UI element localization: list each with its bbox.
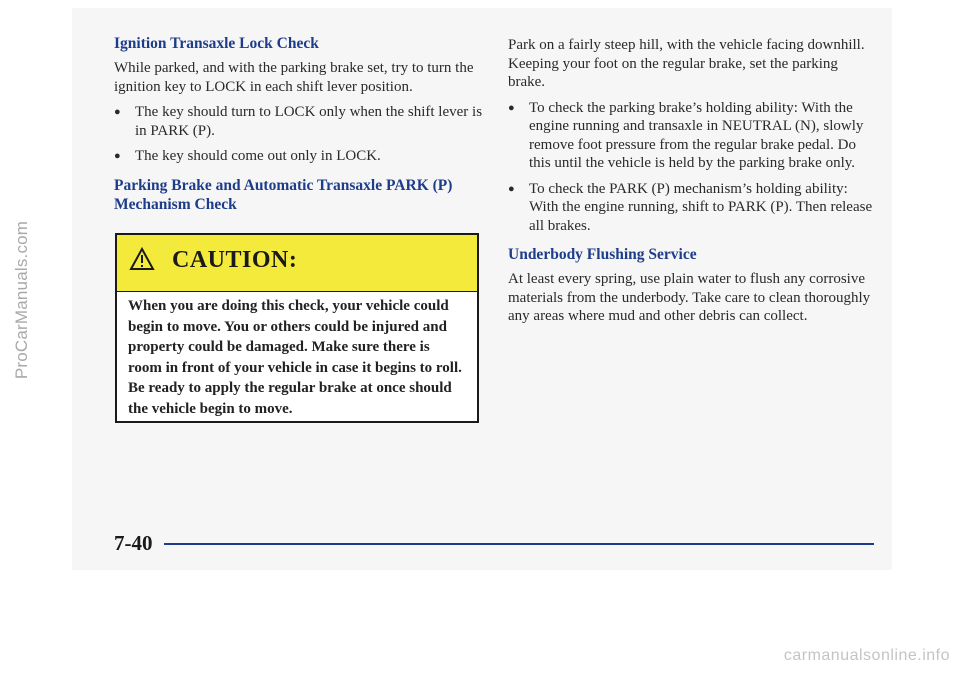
caution-box	[115, 233, 479, 423]
list-item	[114, 103, 484, 140]
brake-check-bullet-list	[508, 99, 878, 236]
bullet-icon: ●	[508, 182, 515, 195]
bullet-icon: ●	[114, 150, 121, 162]
bullet-icon: ●	[114, 106, 121, 118]
heading-ignition-lock-check: Ignition Transaxle Lock Check	[114, 35, 319, 52]
list-item	[114, 147, 484, 166]
list-item-text: The key should turn to LOCK only when the shift lever is in PARK (P).	[135, 104, 483, 139]
list-item	[508, 99, 878, 173]
bottom-watermark: carmanualsonline.info	[783, 647, 950, 664]
list-item	[508, 180, 878, 236]
underbody-flushing-paragraph: At least every spring, use plain water to flush any corrosive materials from the underbody. Take care to clean thoroughly any areas where mud and other debris can collect.	[508, 271, 871, 324]
left-column	[114, 34, 484, 214]
warning-triangle-icon	[129, 247, 155, 271]
right-column	[508, 36, 878, 326]
caution-body-text: When you are doing this check, your vehicle could begin to move. You or others could be injured and property could be damaged. Make sure there is room in front of your vehicle in case it begins to roll. Be ready to apply the regular brake at once should the vehicle begin to move.	[128, 298, 462, 417]
caution-title: CAUTION:	[172, 247, 298, 273]
list-item-text: To check the parking brake’s holding ability: With the engine running and transaxle in NEUTRAL (N), slowly remove foot pressure from the regular brake pedal. Do this until the vehicle is held by the parking brake only.	[529, 99, 864, 171]
bullet-icon: ●	[508, 101, 515, 114]
page-number: 7-40	[114, 531, 153, 555]
side-watermark-text: ProCarManuals.com	[12, 220, 31, 380]
caution-header	[117, 235, 477, 292]
heading-parking-brake-check: Parking Brake and Automatic Transaxle PARK (P) Mechanism Check	[114, 176, 453, 213]
hill-check-paragraph: Park on a fairly steep hill, with the vehicle facing downhill. Keeping your foot on the regular brake, set the parking brake.	[508, 37, 865, 90]
ignition-bullet-list	[114, 103, 484, 166]
footer-rule	[164, 543, 874, 545]
list-item-text: The key should come out only in LOCK.	[135, 148, 381, 164]
ignition-check-paragraph: While parked, and with the parking brake set, try to turn the ignition key to LOCK in each shift lever position.	[114, 60, 474, 95]
list-item-text: To check the PARK (P) mechanism’s holding ability: With the engine running, shift to PARK (P). Then release all brakes.	[529, 180, 873, 234]
heading-underbody-flushing: Underbody Flushing Service	[508, 246, 697, 263]
side-watermark	[12, 70, 32, 530]
